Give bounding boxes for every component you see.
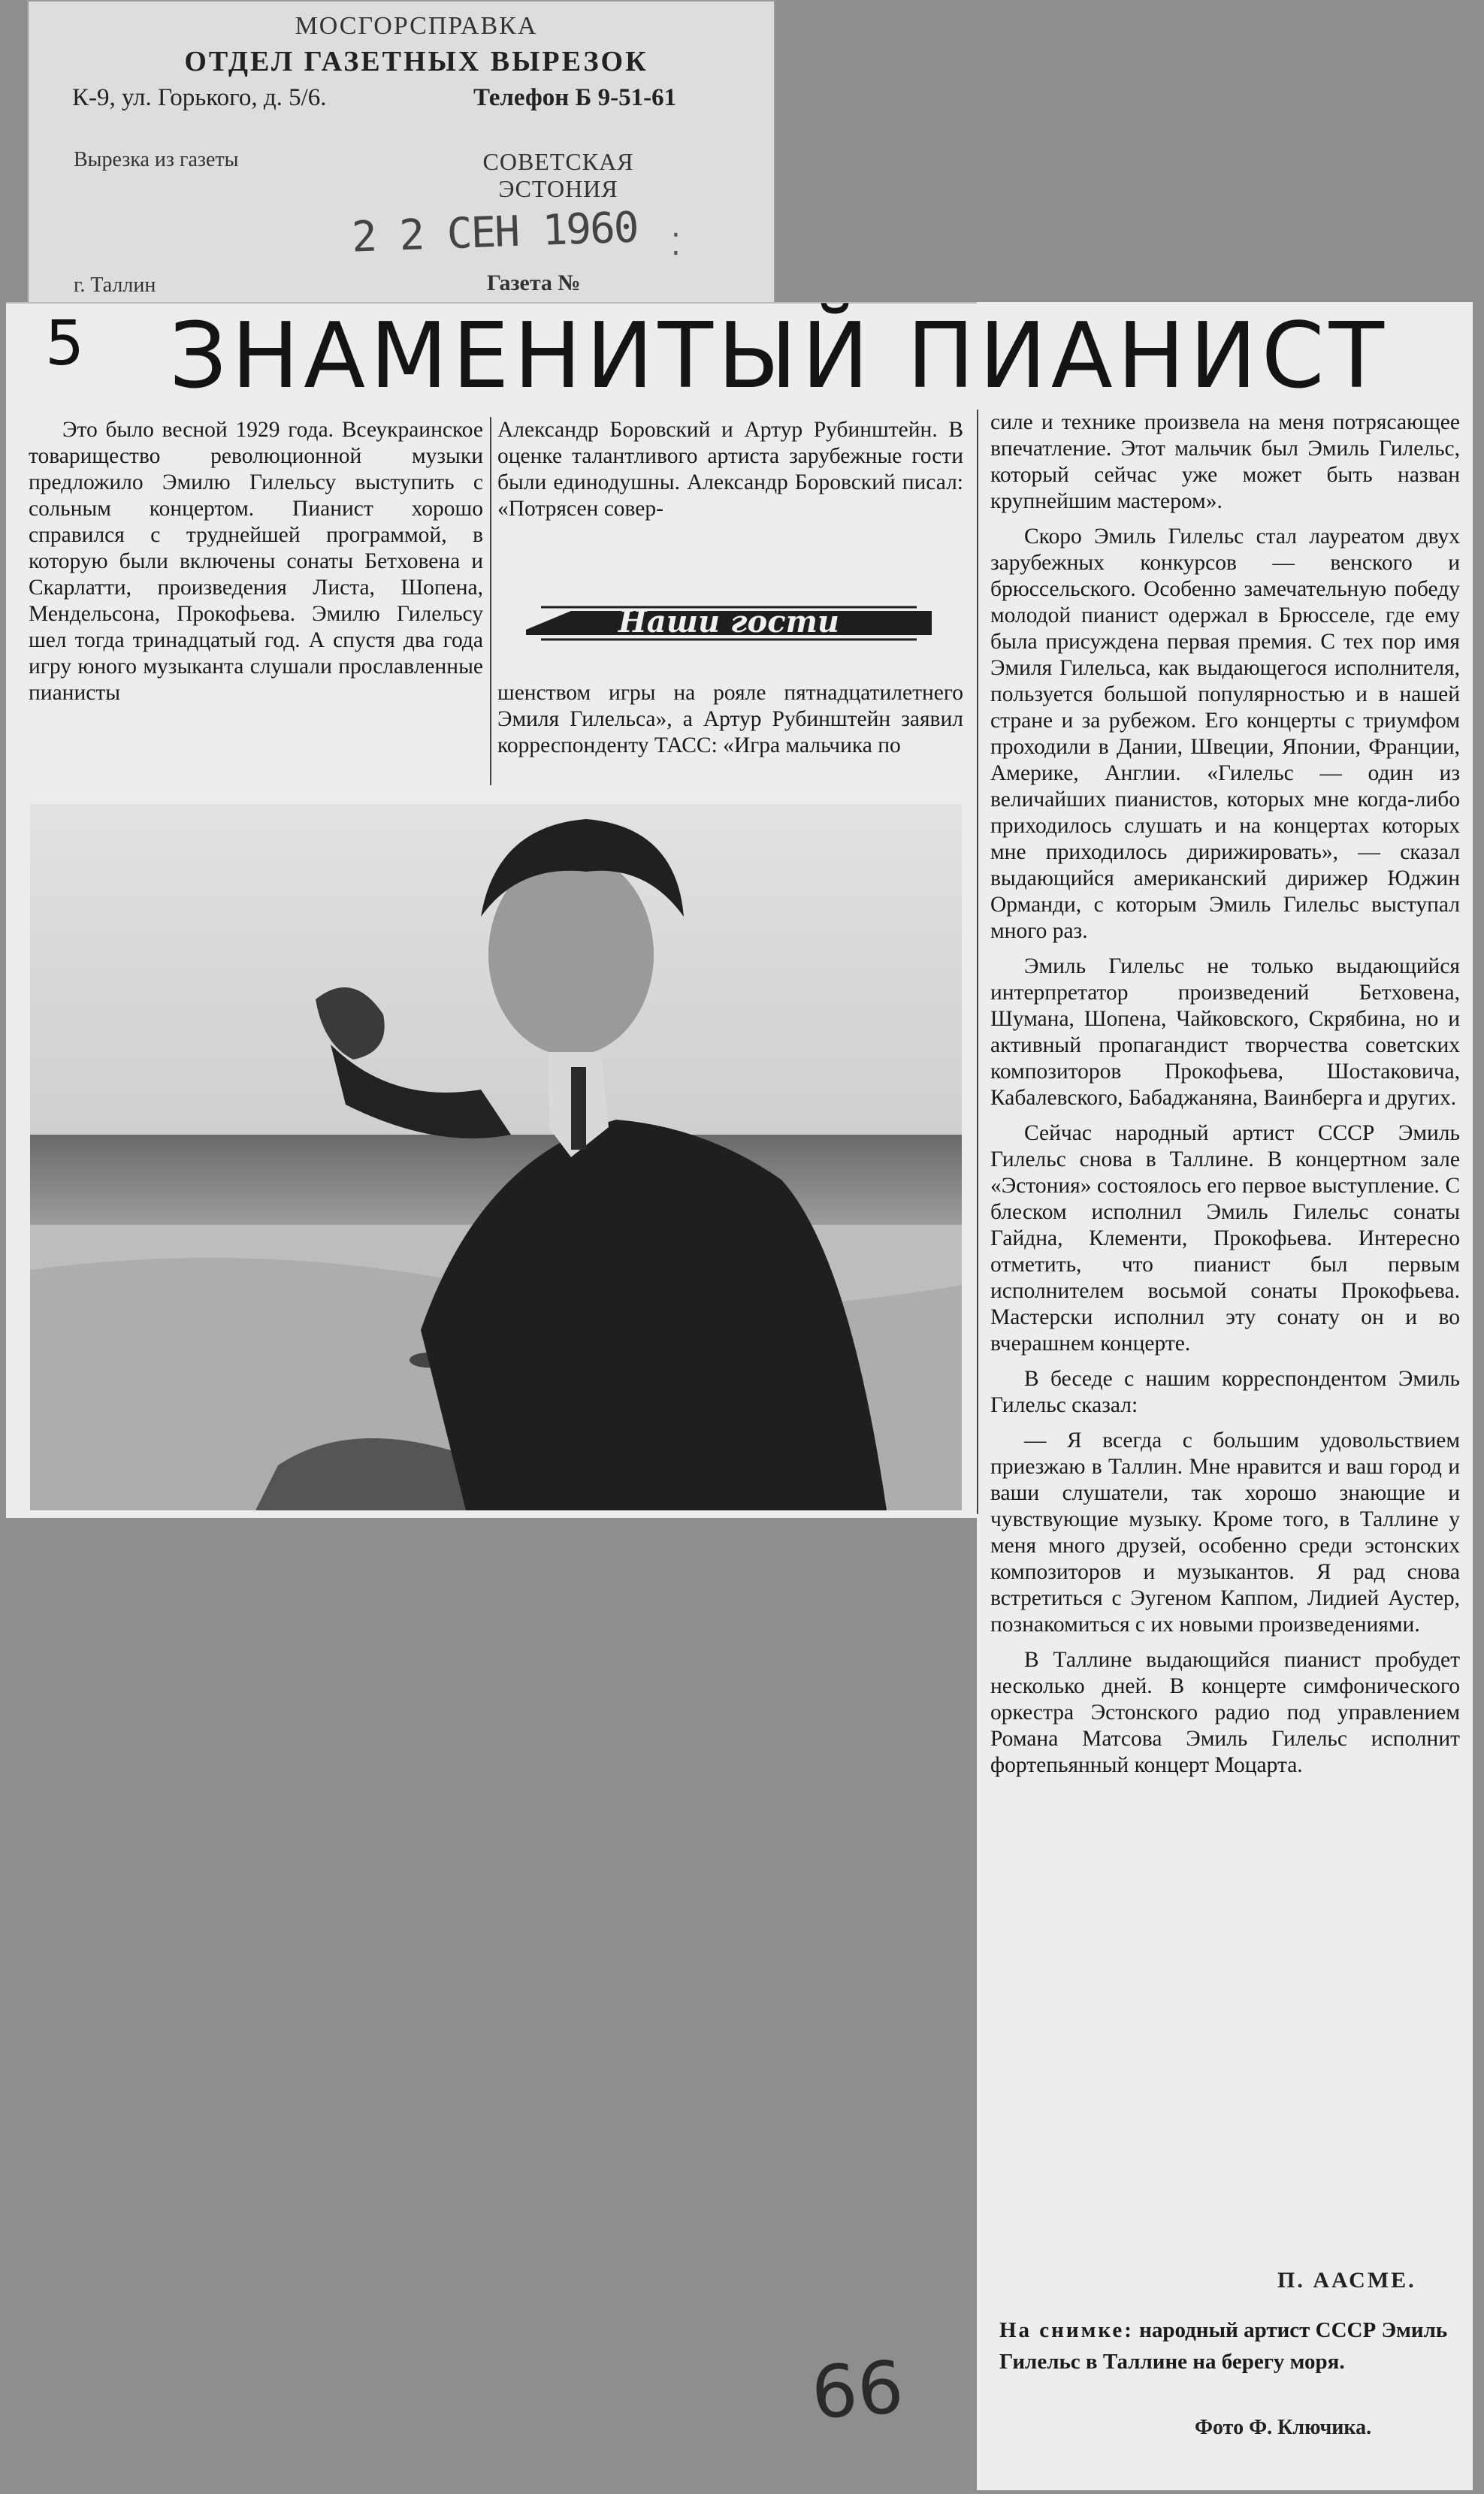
newspaper-name: [464, 148, 652, 202]
column-3-paragraph: Эмиль Гилельс не только выдающийся интерпретатор произведений Бетховена, Шумана, Шопена, Чайковского, Скрябина, но и активный пропагандист творчества советских композиторов Прокофьева, Шостаковича, Кабалевского, Бабаджаняна, Ваинберга и других.: [990, 954, 1460, 1110]
agency-phone: Телефон Б 9-51-61: [473, 84, 677, 111]
date-stamp: 2 2 СЕН 1960: [350, 203, 639, 262]
photo-credit: Фото Ф. Ключика.: [1195, 2416, 1372, 2439]
agency-address: К-9, ул. Горького, д. 5/6.: [72, 84, 327, 111]
author-signature: П. ААСМЕ.: [1277, 2268, 1416, 2293]
column-3-paragraph: Скоро Эмиль Гилельс стал лауреатом двух зарубежных конкурсов — венского и брюссельского. Особенно замечательную победу молодой пианист одержал в Брюсселе, где ему была присуждена первая премия. С тех пор имя Эмиля Гилельса, как выдающегося исполнителя, пользуется большой популярностью и в нашей стране и за рубежом. Его концерты с триумфом проходили в Дании, Швеции, Японии, Франции, Америке, Англии. «Гилельс — один из величайших пианистов, которых мне когда-либо приходилось слушать и на концертах которых мне приходилось дирижировать», — сказал выдающийся американский дирижер Юджин Орманди, с которым Эмиль Гилельс выступал много раз.: [990, 524, 1460, 943]
photo-caption: [999, 2314, 1465, 2378]
article-column-2-bottom: [497, 680, 963, 759]
rubric-text: Наши гости: [618, 604, 839, 639]
column-3-paragraph: Сейчас народный артист СССР Эмиль Гилельс снова в Таллине. В концертном зале «Эстония» состоялось его первое выступление. С блеском исполнил Эмиль Гилельс сонаты Гайдна, Клементи, Прокофьева. Интересно отметить, что пианист был первым исполнителем восьмой сонаты Прокофьева. Мастерски исполнил эту сонату он и во вчерашнем концерте.: [990, 1121, 1460, 1356]
column-3-paragraph: В беседе с нашим корреспондентом Эмиль Гилельс сказал:: [990, 1367, 1460, 1417]
pianist-by-sea-photo: [30, 804, 962, 1510]
newspaper-name-line2: ЭСТОНИЯ: [498, 175, 618, 202]
column-divider: [977, 410, 978, 1514]
rubric-logo: [526, 588, 932, 656]
stamp-dots: ⁚: [671, 228, 681, 261]
article-column-1: [29, 417, 483, 706]
photo-caption-text: народный артист СССР Эмиль Гилельс в Таллине на берегу моря.: [999, 2318, 1448, 2374]
column-2-top-paragraph: Александр Боровский и Артур Рубинштейн. В оценке талантливого артиста зарубежные гости были единодушны. Александр Боровский писал: «Потрясен совер-: [497, 418, 963, 521]
agency-name: МОСГОРСПРАВКА: [295, 12, 538, 40]
photo-caption-lead: На снимке:: [999, 2318, 1134, 2342]
article-column-2-top: [497, 417, 963, 522]
city-label: г. Таллин: [74, 274, 156, 297]
column-2-bottom-paragraph: шенством игры на рояле пятнадцатилетнего Эмиля Гилельса», а Артур Рубинштейн заявил корреспонденту ТАСС: «Игра мальчика по: [497, 681, 963, 757]
newspaper-name-line1: СОВЕТСКАЯ: [482, 148, 634, 175]
column-3-paragraph: В Таллине выдающийся пианист пробудет несколько дней. В концерте симфонического оркестра Эстонского радио под управлением Романа Матсова Эмиль Гилельс исполнит фортепьянный концерт Моцарта.: [990, 1648, 1460, 1777]
newspaper-number-label: Газета №: [487, 271, 581, 295]
handwritten-page-number: 66: [808, 2344, 906, 2436]
rubric-logo-graphic: [526, 588, 932, 656]
column-3-paragraph: — Я всегда с большим удовольствием приезжаю в Таллин. Мне нравится и ваш город и ваши слушатели, так хорошо знающие и чувствующие музыку. Кроме того, в Таллине у меня много друзей, особенно среди эстонских композиторов и музыкантов. Я рад снова встретиться с Эугеном Каппом, Лидией Аустер, познакомиться с их новыми произведениями.: [990, 1428, 1460, 1637]
article-photo: [30, 804, 962, 1510]
column-divider: [490, 417, 491, 785]
column-3-paragraph: силе и технике произвела на меня потрясающее впечатление. Этот мальчик был Эмиль Гилельс, который сейчас уже может быть назван крупнейшим мастером».: [990, 410, 1460, 513]
article-column-3: [990, 410, 1460, 1779]
column-1-paragraph: Это было весной 1929 года. Всеукраинское товарищество революционной музыки предложило Эмилю Гилельсу выступить с сольным концертом. Пианист хорошо справился с труднейшей программой, в которую были включены сонаты Бетховена и Скарлатти, произведения Листа, Шопена, Мендельсона, Прокофьева. Эмилю Гилельсу шел тогда тринадцатый год. А спустя два года игру юного музыканта слушали прославленные пианисты: [29, 418, 483, 705]
clipping-label: Вырезка из газеты: [74, 148, 239, 171]
clipping-label-card: [27, 0, 775, 304]
department-name: ОТДЕЛ ГАЗЕТНЫХ ВЫРЕЗОК: [184, 46, 648, 77]
article-headline: ЗНАМЕНИТЫЙ ПИАНИСТ: [169, 304, 1389, 409]
handwritten-number: 5: [45, 308, 85, 379]
